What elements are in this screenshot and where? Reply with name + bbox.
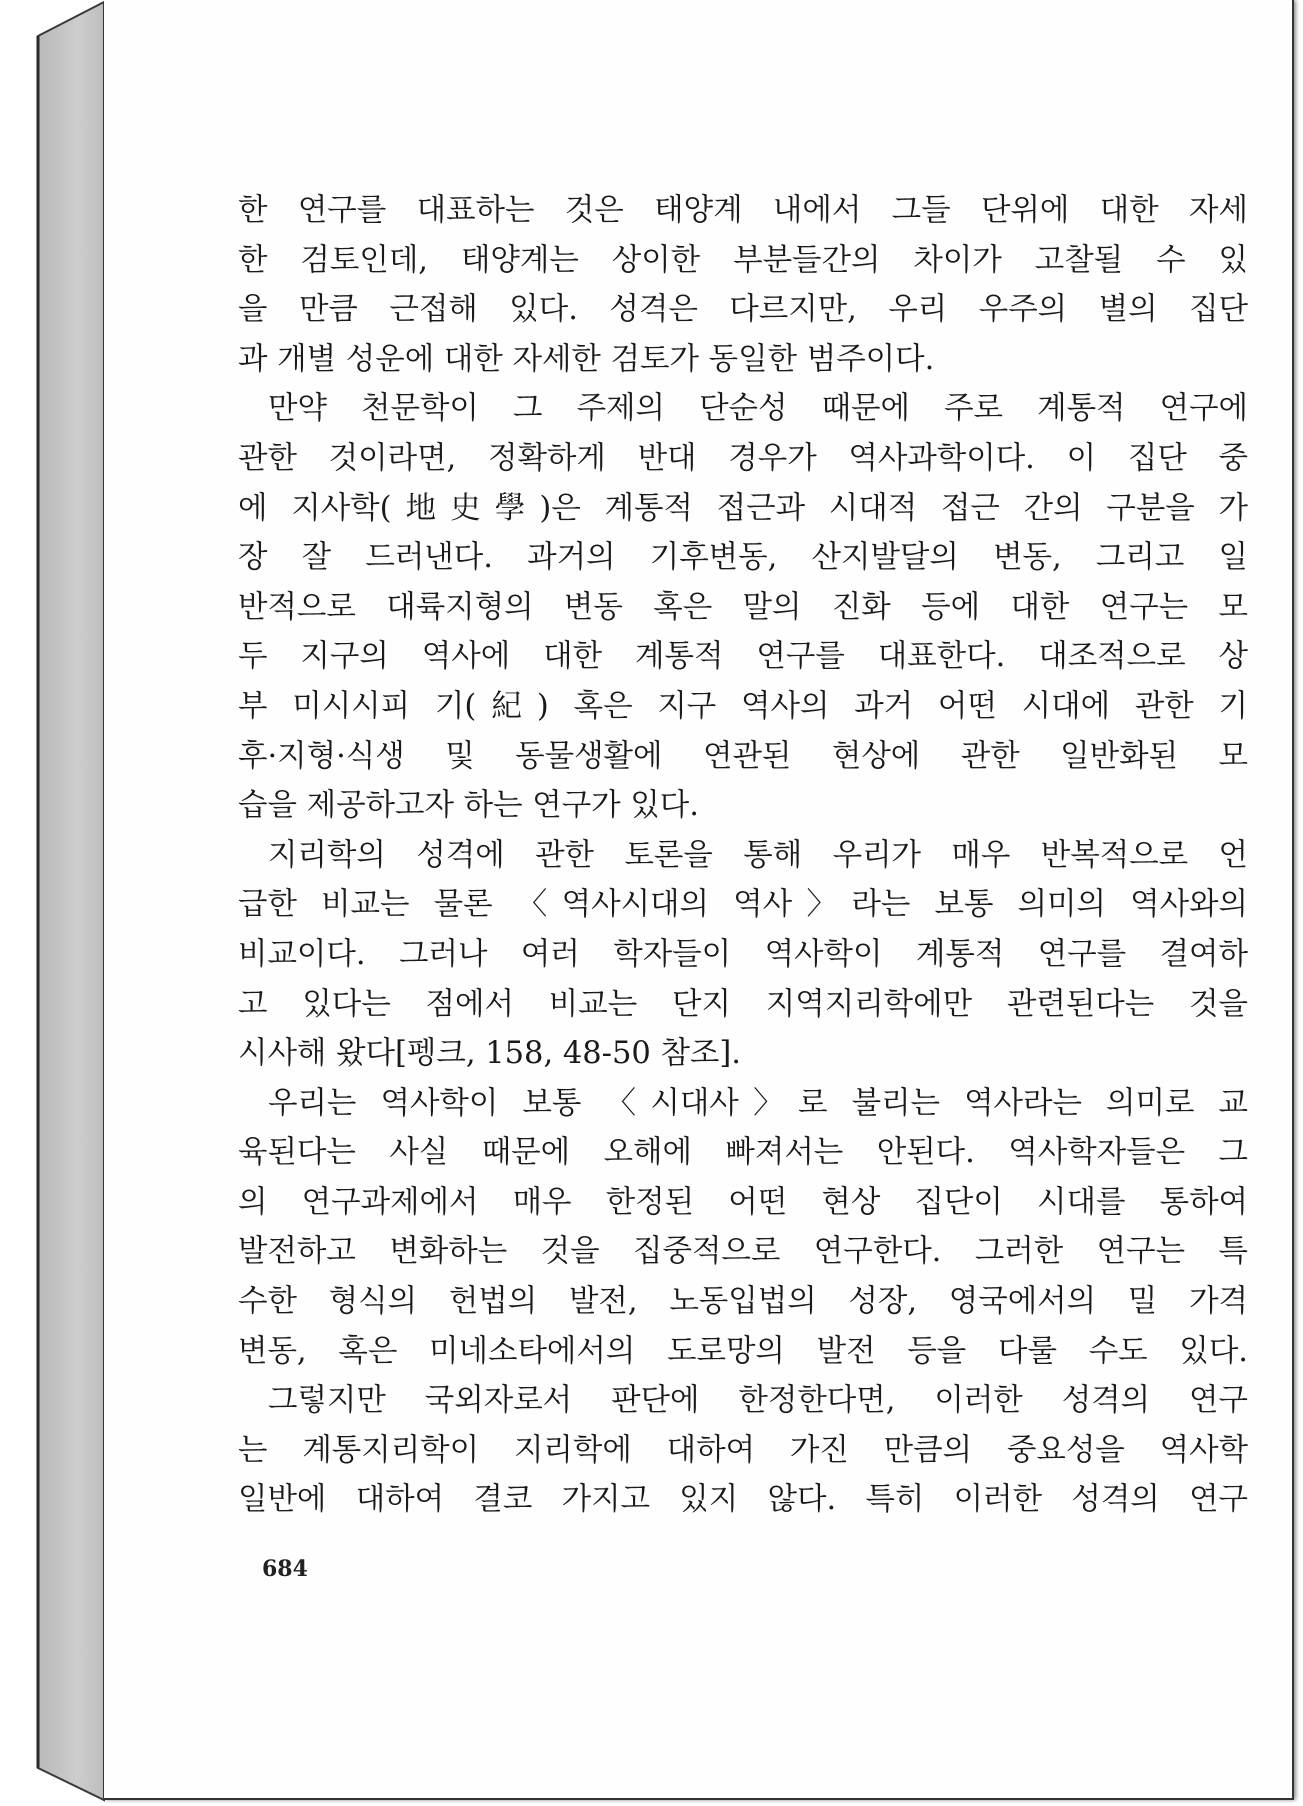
text-line: 에 지사학(地史學)은 계통적 접근과 시대적 접근 간의 구분을 가 bbox=[238, 490, 1248, 526]
text-line: 부 미시시피 기(紀) 혹은 지구 역사의 과거 어떤 시대에 관한 기 bbox=[238, 688, 1248, 724]
text-line: 그렇지만 국외자로서 판단에 한정한다면, 이러한 성격의 연구 bbox=[268, 1383, 1248, 1419]
text-line: 지리학의 성격에 관한 토론을 통해 우리가 매우 반복적으로 언 bbox=[268, 837, 1248, 873]
text-line: 변동, 혹은 미네소타에서의 도로망의 발전 등을 다룰 수도 있다. bbox=[238, 1333, 1248, 1369]
body-text bbox=[238, 186, 1248, 1525]
book-page bbox=[104, 0, 1294, 1800]
text-line: 반적으로 대륙지형의 변동 혹은 말의 진화 등에 대한 연구는 모 bbox=[238, 589, 1248, 625]
text-line: 한 검토인데, 태양계는 상이한 부분들간의 차이가 고찰될 수 있 bbox=[238, 242, 1248, 278]
text-line: 장 잘 드러낸다. 과거의 기후변동, 산지발달의 변동, 그리고 일 bbox=[238, 540, 1248, 576]
text-line: 후·지형·식생 및 동물생활에 연관된 현상에 관한 일반화된 모 bbox=[238, 738, 1248, 774]
text-line: 일반에 대하여 결코 가지고 있지 않다. 특히 이러한 성격의 연구 bbox=[238, 1482, 1248, 1518]
text-line: 급한 비교는 물론 〈역사시대의 역사〉라는 보통 의미의 역사와의 bbox=[238, 887, 1248, 923]
text-line: 비교이다. 그러나 여러 학자들이 역사학이 계통적 연구를 결여하 bbox=[238, 936, 1248, 972]
text-line: 의 연구과제에서 매우 한정된 어떤 현상 집단이 시대를 통하여 bbox=[238, 1184, 1248, 1220]
text-line: 두 지구의 역사에 대한 계통적 연구를 대표한다. 대조적으로 상 bbox=[238, 639, 1248, 675]
text-line: 관한 것이라면, 정확하게 반대 경우가 역사과학이다. 이 집단 중 bbox=[238, 440, 1248, 476]
text-line: 을 만큼 근접해 있다. 성격은 다르지만, 우리 우주의 별의 집단 bbox=[238, 292, 1248, 328]
book-spine bbox=[0, 0, 110, 1806]
text-line: 한 연구를 대표하는 것은 태양계 내에서 그들 단위에 대한 자세 bbox=[238, 193, 1248, 228]
text-line: 수한 형식의 헌법의 발전, 노동입법의 성장, 영국에서의 밀 가격 bbox=[238, 1284, 1248, 1320]
text-line: 습을 제공하고자 하는 연구가 있다. bbox=[238, 788, 699, 824]
text-line: 시사해 왔다[펭크, 158, 48-50 참조]. bbox=[238, 1036, 741, 1072]
text-line: 는 계통지리학이 지리학에 대하여 가진 만큼의 중요성을 역사학 bbox=[238, 1432, 1248, 1468]
page-number: 684 bbox=[262, 1556, 308, 1582]
text-line: 우리는 역사학이 보통 〈시대사〉로 불리는 역사라는 의미로 교 bbox=[268, 1085, 1248, 1121]
text-line: 발전하고 변화하는 것을 집중적으로 연구한다. 그러한 연구는 특 bbox=[238, 1234, 1248, 1270]
text-line: 육된다는 사실 때문에 오해에 빠져서는 안된다. 역사학자들은 그 bbox=[238, 1135, 1248, 1171]
text-line: 만약 천문학이 그 주제의 단순성 때문에 주로 계통적 연구에 bbox=[268, 391, 1248, 427]
text-line: 고 있다는 점에서 비교는 단지 지역지리학에만 관련된다는 것을 bbox=[238, 986, 1248, 1022]
text-line: 과 개별 성운에 대한 자세한 검토가 동일한 범주이다. bbox=[238, 341, 935, 377]
